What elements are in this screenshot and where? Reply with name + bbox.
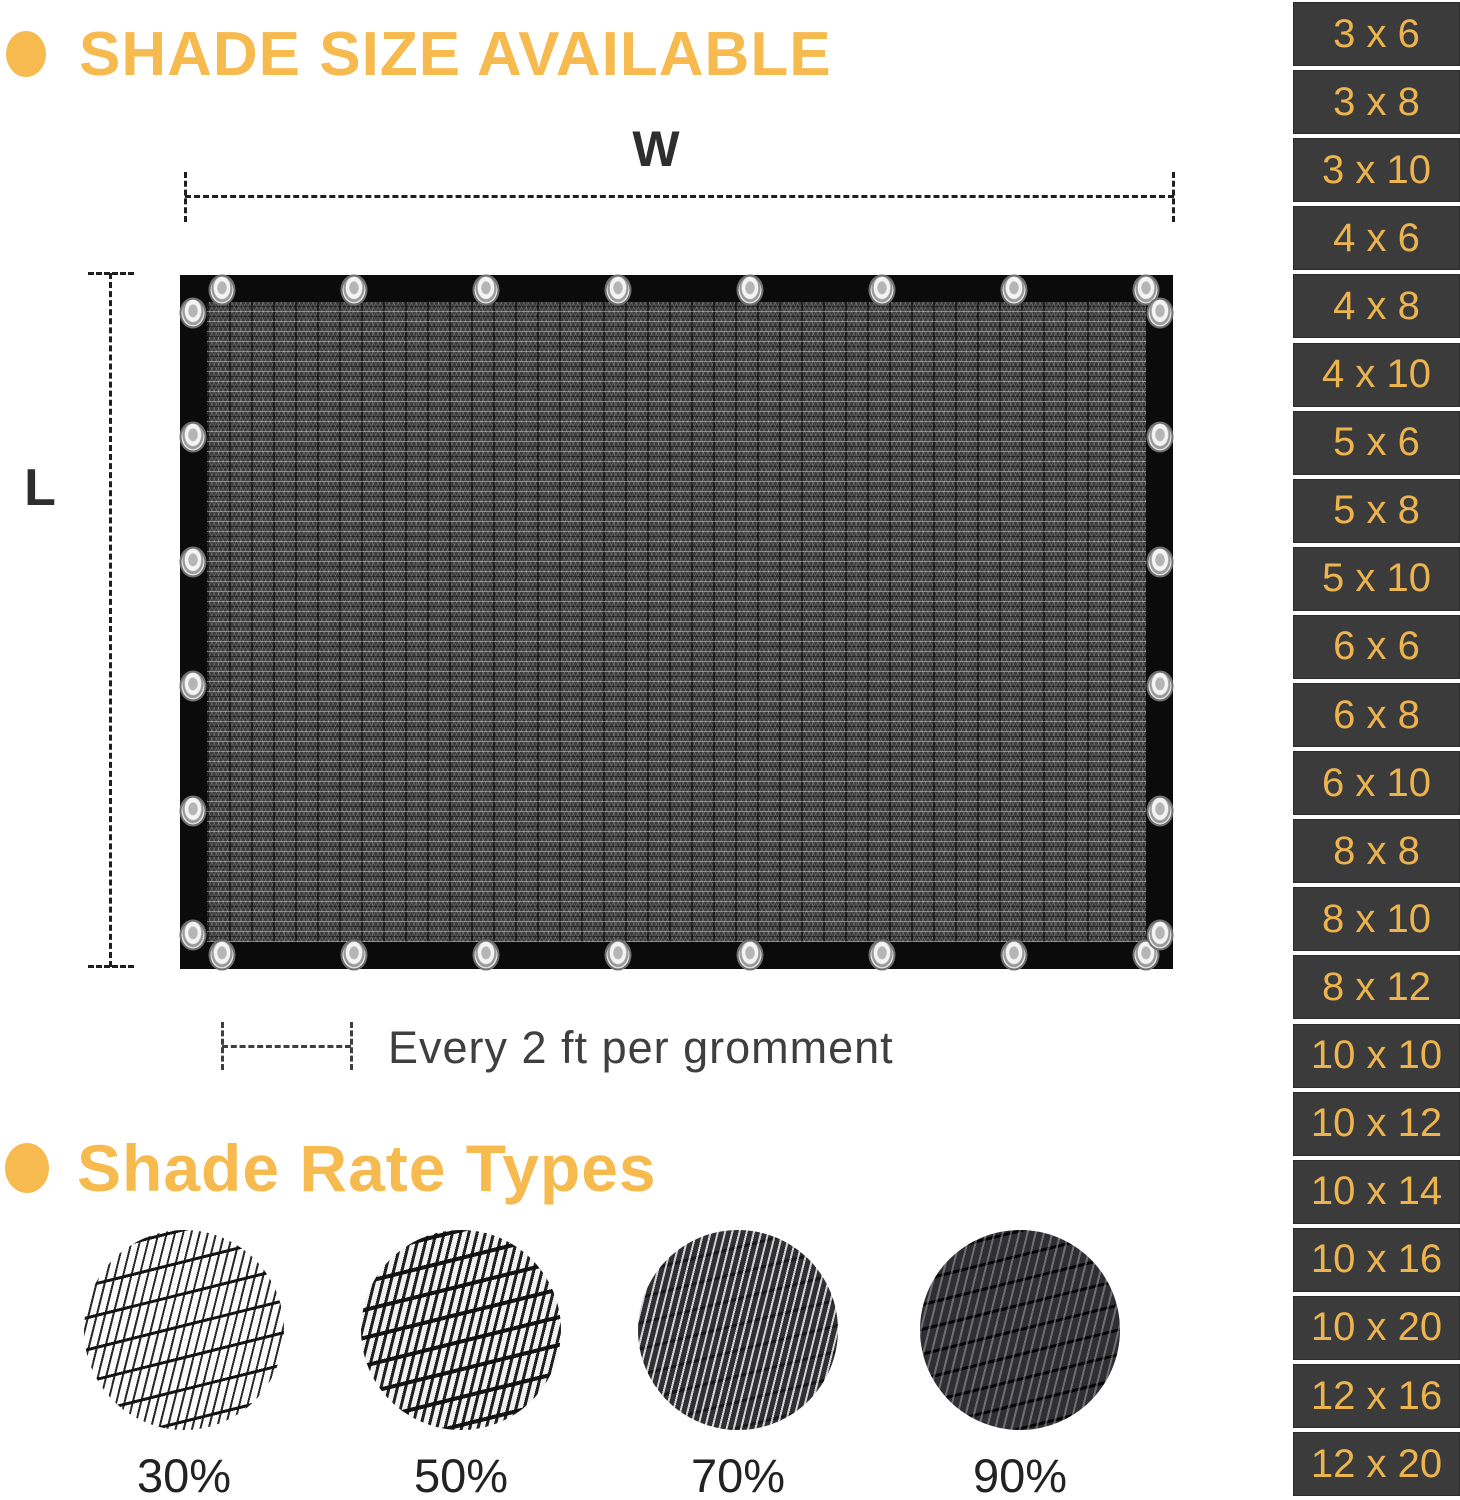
- length-dimension-line: [109, 273, 112, 967]
- grommet-icon: [182, 922, 205, 949]
- size-option: 8 x 12: [1293, 955, 1460, 1019]
- grommet-icon: [182, 673, 205, 700]
- shade-rate-label: 90%: [972, 1449, 1068, 1500]
- size-option: 8 x 10: [1293, 887, 1460, 951]
- grommet-icon: [1149, 922, 1172, 949]
- grommet-icon: [607, 942, 630, 969]
- width-dimension-label: W: [632, 121, 680, 177]
- width-dimension-tick-left: [184, 172, 187, 222]
- shade-rate-title: Shade Rate Types: [77, 1131, 657, 1205]
- grommet-icon: [1149, 424, 1172, 451]
- grommet-spacing-note: Every 2 ft per gromment: [388, 1022, 894, 1073]
- grommet-spacing-bracket: [222, 1045, 351, 1048]
- size-list: [1293, 0, 1460, 1500]
- size-option: 3 x 10: [1293, 138, 1460, 202]
- size-option: 5 x 6: [1293, 411, 1460, 475]
- grommet-icon: [1003, 942, 1026, 969]
- size-option: 4 x 8: [1293, 274, 1460, 338]
- size-option: 5 x 10: [1293, 547, 1460, 611]
- grommet-icon: [343, 942, 366, 969]
- grommet-icon: [1003, 277, 1026, 304]
- grommet-icon: [211, 942, 234, 969]
- grommet-icon: [1149, 300, 1172, 327]
- size-option: 10 x 14: [1293, 1160, 1460, 1224]
- grommet-icon: [871, 277, 894, 304]
- grommet-icon: [211, 277, 234, 304]
- size-option: 12 x 16: [1293, 1364, 1460, 1428]
- grommet-spacing-tick-right: [350, 1022, 353, 1070]
- shade-cloth: [180, 275, 1173, 969]
- grommet-icon: [739, 277, 762, 304]
- size-option: 3 x 6: [1293, 2, 1460, 66]
- length-dimension-label: L: [24, 459, 56, 517]
- length-dimension-tick-top: [88, 272, 134, 275]
- size-option: 10 x 16: [1293, 1228, 1460, 1292]
- size-option: 10 x 20: [1293, 1296, 1460, 1360]
- grommet-icon: [182, 548, 205, 575]
- grommet-icon: [871, 942, 894, 969]
- shade-rate-label: 70%: [690, 1449, 786, 1500]
- size-option: 10 x 12: [1293, 1092, 1460, 1156]
- size-option: 6 x 6: [1293, 615, 1460, 679]
- size-option: 3 x 8: [1293, 70, 1460, 134]
- grommet-icon: [343, 277, 366, 304]
- size-option: 5 x 8: [1293, 479, 1460, 543]
- shade-rate-label: 50%: [413, 1449, 509, 1500]
- shade-cloth-mesh: [207, 302, 1146, 942]
- size-option: 4 x 10: [1293, 343, 1460, 407]
- size-option: 4 x 6: [1293, 206, 1460, 270]
- shade-sample-50: [361, 1230, 561, 1430]
- size-option: 10 x 10: [1293, 1024, 1460, 1088]
- bullet-icon: [6, 31, 46, 77]
- shade-sample-70: [638, 1230, 838, 1430]
- size-option: 6 x 8: [1293, 683, 1460, 747]
- grommet-icon: [1149, 797, 1172, 824]
- grommet-icon: [182, 424, 205, 451]
- shade-rate-heading: [5, 1124, 657, 1212]
- shade-rate-label: 30%: [136, 1449, 232, 1500]
- shade-sample-30: [84, 1230, 284, 1430]
- width-dimension-line: [185, 195, 1174, 198]
- grommet-icon: [1149, 673, 1172, 700]
- grommet-spacing-tick-left: [221, 1022, 224, 1070]
- width-dimension-tick-right: [1172, 172, 1175, 222]
- grommet-icon: [475, 277, 498, 304]
- grommet-icon: [182, 300, 205, 327]
- grommet-icon: [1135, 277, 1158, 304]
- grommet-icon: [739, 942, 762, 969]
- size-option: 6 x 10: [1293, 751, 1460, 815]
- size-option: 12 x 20: [1293, 1432, 1460, 1496]
- grommet-icon: [1149, 548, 1172, 575]
- shade-size-heading: [6, 14, 832, 94]
- bullet-icon: [5, 1143, 49, 1193]
- grommet-icon: [475, 942, 498, 969]
- shade-sample-90: [920, 1230, 1120, 1430]
- grommet-icon: [607, 277, 630, 304]
- size-option: 8 x 8: [1293, 819, 1460, 883]
- grommet-icon: [182, 797, 205, 824]
- length-dimension-tick-bottom: [88, 965, 134, 968]
- shade-size-title: SHADE SIZE AVAILABLE: [79, 19, 832, 89]
